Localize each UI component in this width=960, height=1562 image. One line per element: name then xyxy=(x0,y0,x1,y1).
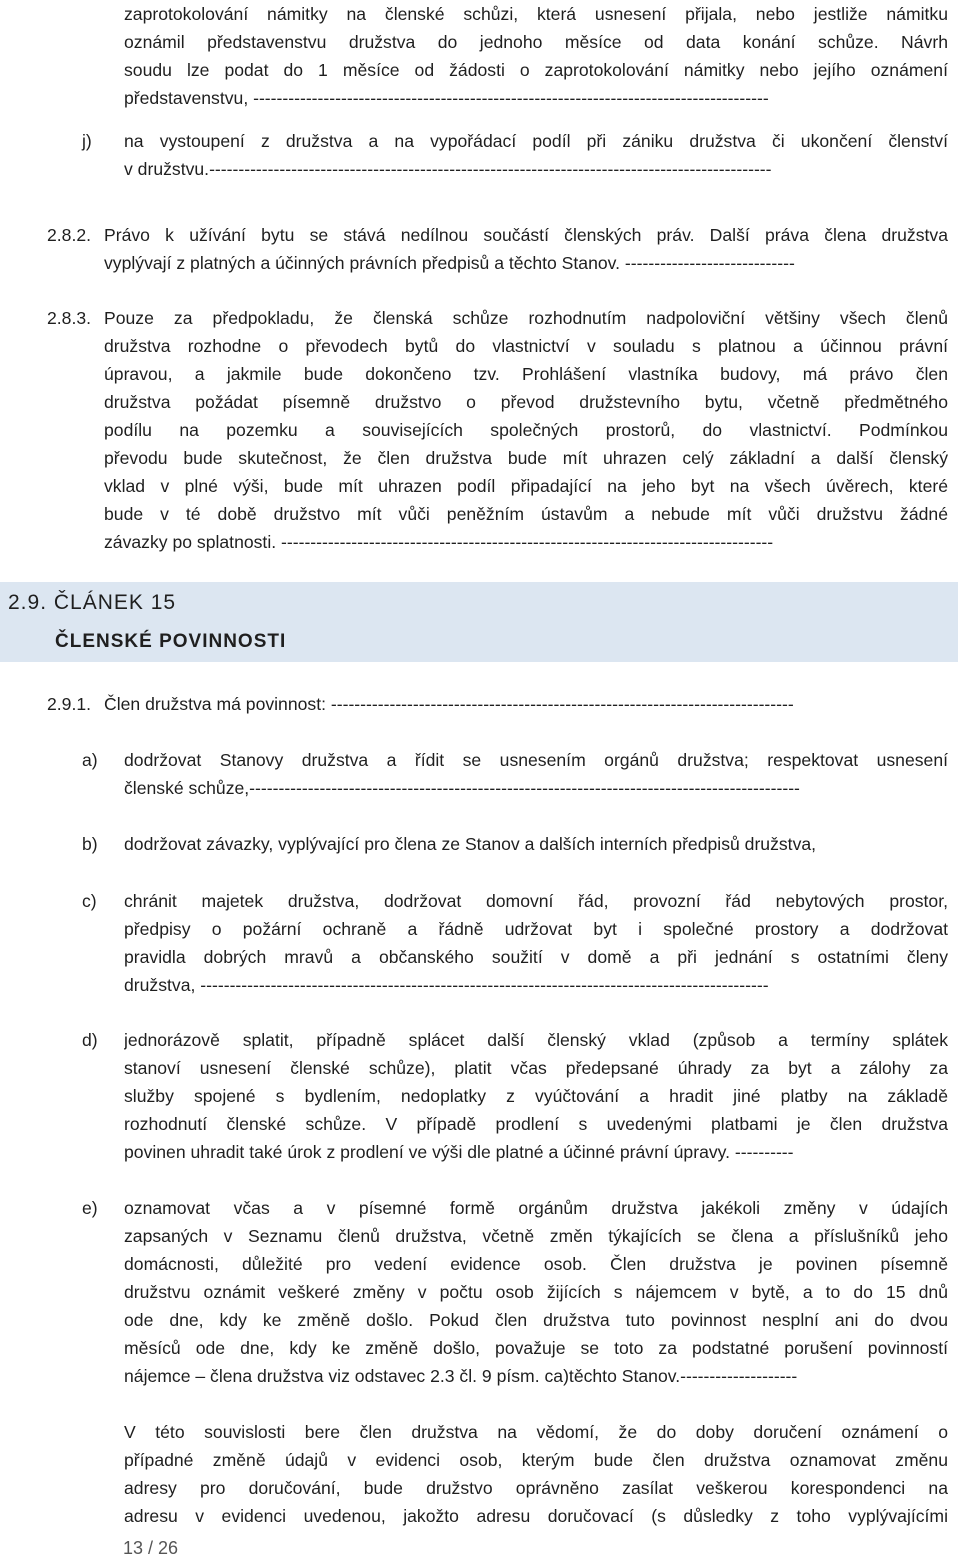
text-line: vyplývají z platných a účinných právních předpisů a těchto Stanov. ----------------------------- xyxy=(104,253,795,273)
list-item-e xyxy=(124,1194,948,1390)
list-item-d xyxy=(124,1026,948,1166)
list-letter: a) xyxy=(82,750,98,770)
text-line: na vystoupení z družstva a na vypořádací podíl při zániku družstva či ukončení členství xyxy=(124,131,948,151)
continuation-paragraph xyxy=(124,0,948,112)
list-letter: b) xyxy=(82,834,98,854)
paragraph-2-8-3 xyxy=(104,304,948,556)
text-line: rozhodnutí členské schůze. V případě prodlení s uvedenými platbami je člen družstva xyxy=(124,1114,948,1134)
text-line: bude v té době družstvo mít vůči peněžním ústavům a nebude mít vůči družstvu žádné xyxy=(104,504,948,524)
list-letter: j) xyxy=(82,131,92,151)
text-line: převodu bude skutečnost, že člen družstva bude mít uhrazen celý základní a další členský xyxy=(104,448,948,468)
text-line: soudu lze podat do 1 měsíce od žádosti o zaprotokolování námitky nebo jejího oznámení xyxy=(124,60,948,80)
paragraph-number: 2.8.3. xyxy=(47,308,92,328)
text-line: dodržovat Stanovy družstva a řídit se usnesením orgánů družstva; respektovat usnesení xyxy=(124,750,948,770)
paragraph-2-8-2 xyxy=(104,221,948,277)
list-item-j xyxy=(124,127,948,183)
list-letter: c) xyxy=(82,891,97,911)
text-line: zapsaných v Seznamu členů družstva, včetně změn týkajících se člena a příslušníků jeho xyxy=(124,1226,948,1246)
text-line: Právo k užívání bytu se stává nedílnou součástí členských práv. Další práva člena družstva xyxy=(104,225,948,245)
list-item-a xyxy=(124,746,948,802)
text-line: družstva požádat písemně družstvo o převod družstevního bytu, včetně předmětného xyxy=(104,392,948,412)
text-line: podílu na pozemku a souvisejících společných prostorů, do vlastnictví. Podmínkou xyxy=(104,420,948,440)
text-line: dodržovat závazky, vyplývající pro člena ze Stanov a dalších interních předpisů družstva, xyxy=(124,834,817,854)
text-line: představenstvu, ---------------------------------------------------------------------------------------- xyxy=(124,88,769,108)
text-line: povinen uhradit také úrok z prodlení ve výši dle platné a účinné právní úpravy. ---------- xyxy=(124,1142,794,1162)
text-line: Pouze za předpokladu, že členská schůze rozhodnutím nadpoloviční většiny všech členů xyxy=(104,308,948,328)
text-line: ode dne, kdy ke změně došlo. Pokud člen družstva tuto povinnost nesplní ani do dvou xyxy=(124,1310,948,1330)
text-line: stanoví usnesení členské schůze), platit včas předepsané úhrady za byt a zálohy za xyxy=(124,1058,948,1078)
text-line: družstva rozhodne o převodech bytů do vlastnictví v souladu s platnou a účinnou právní xyxy=(104,336,948,356)
text-line: domácnosti, důležité pro vedení evidence osob. Člen družstva je povinen písemně xyxy=(124,1254,948,1274)
text-line: služby spojené s bydlením, nedoplatky z vyúčtování a hradit jiné platby na základě xyxy=(124,1086,948,1106)
text-line: členské schůze,---------------------------------------------------------------------------------------------- xyxy=(124,778,800,798)
text-line: nájemce – člena družstva viz odstavec 2.3 čl. 9 písm. ca)těchto Stanov.-------------------- xyxy=(124,1366,798,1386)
text-line: závazky po splatnosti. ------------------------------------------------------------------------------------ xyxy=(104,532,774,552)
text-line: V této souvislosti bere člen družstva na vědomí, že do doby doručení oznámení o xyxy=(124,1422,948,1442)
text-line: pravidla dobrých mravů a občanského soužití v domě a při jednání s ostatními členy xyxy=(124,947,948,967)
text-line: předpisy o požární ochraně a řádně udržovat byt i společné prostory a dodržovat xyxy=(124,919,948,939)
list-item-c xyxy=(124,887,948,999)
text-line: oznámil představenstvu družstva do jednoho měsíce od data konání schůze. Návrh xyxy=(124,32,948,52)
text-line: družstva, ------------------------------------------------------------------------------------------------- xyxy=(124,975,769,995)
text-line: oznamovat včas a v písemné formě orgánům družstva jakékoli změny v údajích xyxy=(124,1198,948,1218)
text-line: chránit majetek družstva, dodržovat domovní řád, provozní řád nebytových prostor, xyxy=(124,891,948,911)
list-letter: d) xyxy=(82,1030,98,1050)
list-letter: e) xyxy=(82,1198,98,1218)
text-line: zaprotokolování námitky na členské schůzi, která usnesení přijala, nebo jestliže námitku xyxy=(124,4,948,24)
section-subtitle: ČLENSKÉ POVINNOSTI xyxy=(55,631,287,652)
text-line: v družstvu.------------------------------------------------------------------------------------------------ xyxy=(124,159,772,179)
section-title: 2.9. ČLÁNEK 15 xyxy=(8,591,177,614)
text-line: adresy pro doručování, bude družstvo oprávněno zasílat veškerou korespondenci na xyxy=(124,1478,948,1498)
text-line: vklad v plné výši, bude mít uhrazen podíl připadající na jeho byt na všech úvěrech, které xyxy=(104,476,948,496)
list-item-b xyxy=(124,830,948,858)
text-line: měsíců ode dne, kdy ke změně došlo, považuje se toto za podstatné porušení povinností xyxy=(124,1338,948,1358)
text-line: družstvu oznámit veškeré změny v počtu osob žijících s nájemcem v bytě, a to do 15 dnů xyxy=(124,1282,948,1302)
text-line: jednorázově splatit, případně splácet další členský vklad (způsob a termíny splátek xyxy=(124,1030,948,1050)
paragraph-2-9-1: Člen družstva má povinnost: ------------------------------------------------------------------------------- xyxy=(104,694,794,714)
paragraph-number: 2.8.2. xyxy=(47,225,92,245)
paragraph-number: 2.9.1. xyxy=(47,694,92,714)
text-line: případné změně údajů v evidenci osob, kterým bude člen družstva oznamovat změnu xyxy=(124,1450,948,1470)
closing-paragraph xyxy=(124,1418,948,1530)
text-line: adresu v evidenci uvedenou, jakožto adresu doručovací (s důsledky z toho vyplývajícími xyxy=(124,1506,948,1526)
text-line: úpravou, a jakmile bude dokončeno tzv. Prohlášení vlastníka budovy, má právo člen xyxy=(104,364,948,384)
page-number: 13 / 26 xyxy=(123,1538,179,1558)
